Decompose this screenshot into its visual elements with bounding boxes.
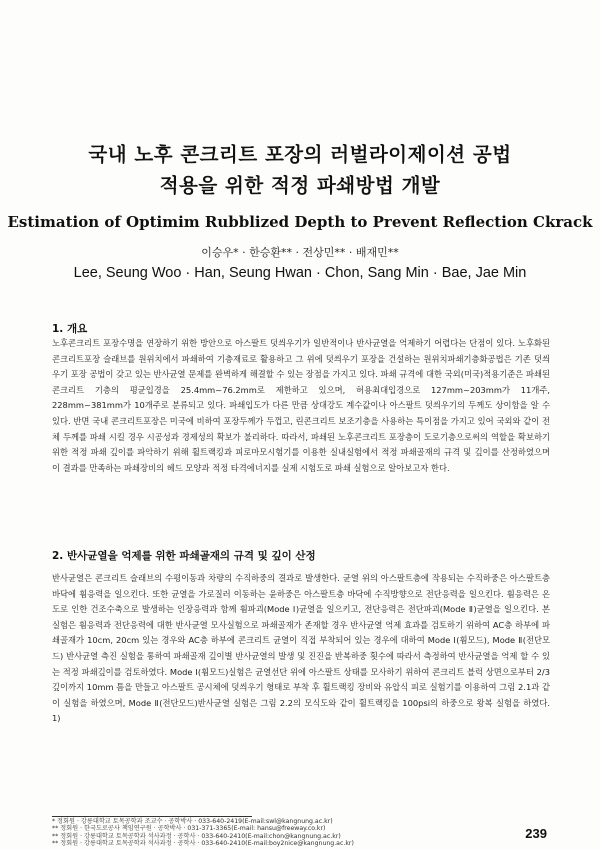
title-korean-line-1: 국내 노후 콘크리트 포장의 러벌라이제이션 공법 — [88, 143, 512, 166]
footnote: ** 정회원 · 강릉대학교 토목공학과 석사과정 · 공학사 · 033-640-2410(E-mail:boy2nice@kangnung.ac.kr) — [52, 839, 354, 847]
title-korean-line-2: 적용을 위한 적정 파쇄방법 개발 — [159, 174, 441, 197]
authors-korean: 이승우* · 한승환** · 전상민** · 배재민** — [201, 246, 399, 259]
section-2-heading: 2. 반사균열을 억제를 위한 파쇄골재의 규격 및 깊이 산정 — [52, 550, 316, 562]
footnote: * 정회원 · 강릉대학교 토목공학과 조교수 · 공학박사 · 033-640-2419(E-mail:swl@kangnung.ac.kr) — [52, 818, 333, 825]
footnote-divider — [52, 816, 252, 817]
section-1-heading: 1. 개요 — [52, 323, 88, 335]
footnotes — [52, 818, 550, 847]
footnote: ** 정회원 · 강릉대학교 토목공학과 석사과정 · 공학사 · 033-640-2410(E-mail:chon@kangnung.ac.kr) — [52, 832, 341, 840]
title-english: Estimation of Optimim Rubblized Depth to Prevent Reflection Ckrack — [7, 213, 593, 231]
page-number: 239 — [525, 826, 547, 841]
section-2-body: 반사균열은 콘크리트 슬래브의 수평이동과 차량의 수직하중의 결과로 발생한다. 균열 위의 아스팔트층에 작용되는 수직하중은 아스팔트층 바닥에 휨응력을 일으킨다. 또한 균열을 가로질러 이동하는 윤하중은 아스팔트층 바닥에 수직방향으로 전단응력을 일으킨다. 휨응력은 온도로 인한 건조수축으로 발생하는 인장응력과 함께 휨파괴(Mode Ⅰ)균열을 일으키고, 전단응력은 전단파괴(Mode Ⅱ)균열을 일으킨다. 본 실험은 휨응력과 전단응력에 대한 반사균열 모사실험으로 파쇄골재가 존재할 경우 반사균열 억제 효과를 검토하기 위하여 AC층 하부에 파쇄골재가 10cm, 20cm 있는 경우와 AC층 하부에 콘크리트 균열이 직접 부착되어 있는 경우에 대하여 Mode Ⅰ(휨모드), Mode Ⅱ(전단모드) 반사균열 측진 실험을 통하여 파쇄골재 깊이별 반사균열의 발생 및 진진을 반복하중 횟수에 따라서 측정하여 반사균열을 억제 할 수 있는 적정 파쇄깊이를 검토하였다. Mode Ⅰ(휨모드)실험은 균열선단 위에 아스팔트 상태를 모사하기 위하여 콘크리트 블럭 상면으로부터 2/3깊이까지 10mm 틈을 만들고 아스팔트 공시체에 덧씌우기 형태로 부착 후 휠트랙킹 장비와 유압식 피로 실험기를 이용하여 그림 2.1과 같이 실험을 하였으며, Mode Ⅱ(전단모드)반사균열 실험은 그림 2.2의 모식도와 같이 휠트랙킹을 100psi의 하중으로 왕복 실험을 하였다. 1) — [52, 573, 550, 724]
authors-english: Lee, Seung Woo · Han, Seung Hwan · Chon, Sang Min · Bae, Jae Min — [73, 265, 527, 281]
section-1-body: 노후콘크리트 포장수명을 연장하기 위한 방안으로 아스팔트 덧씌우기가 일반적이나 반사균열을 억제하기 어렵다는 단점이 있다. 노후화된 콘크리트포장 슬래브를 원위치에서 파쇄하여 기층재료로 활용하고 그 위에 덧씌우기 포장을 건설하는 원위치파쇄기층화공법은 기존 덧씌우기 포장 공법이 갖고 있는 반사균열 문제를 완벽하게 해결할 수 있는 장점을 가지고 있다. 파쇄 규격에 대한 국외(미국)적용기준은 파쇄된 콘크리트 기층의 평균입경을 25.4mm~76.2mm로 제한하고 있으며, 허용최대입경으로 127mm~203mm가 11개주, 228mm~381mm가 10개주로 분류되고 있다. 파쇄입도가 다른 만큼 상대강도 계수값이나 아스팔트 덧씌우기의 두께도 상이함을 알 수 있다. 반면 국내 콘크리트포장은 미국에 비하여 포장두께가 두껍고, 린콘크리트 보조기층을 사용하는 특이점을 가지고 있어 국외와 같이 전체 두께를 파쇄 시킬 경우 시공성과 경제성의 확보가 불리하다. 따라서, 파쇄된 노후콘크리트 포장층이 도로기층으로써의 역할을 확보하기 위한 적정 파쇄 깊이를 파악하기 위해 휠트랙킹과 피로마모시험기를 이용한 실내실험에서 적정 파쇄골재의 규격 및 깊이를 산정하였으며 이 결과를 만족하는 파쇄장비의 헤드 모양과 적정 타격에너지를 실제 시험도로 파쇄 실험으로 알아보고자 한다. — [52, 338, 550, 473]
footnote: ** 정회원 · 한국도로공사 책임연구원 · 공학박사 · 031-371-3365(E-mail: hansu@freeway.co.kr) — [52, 825, 326, 833]
